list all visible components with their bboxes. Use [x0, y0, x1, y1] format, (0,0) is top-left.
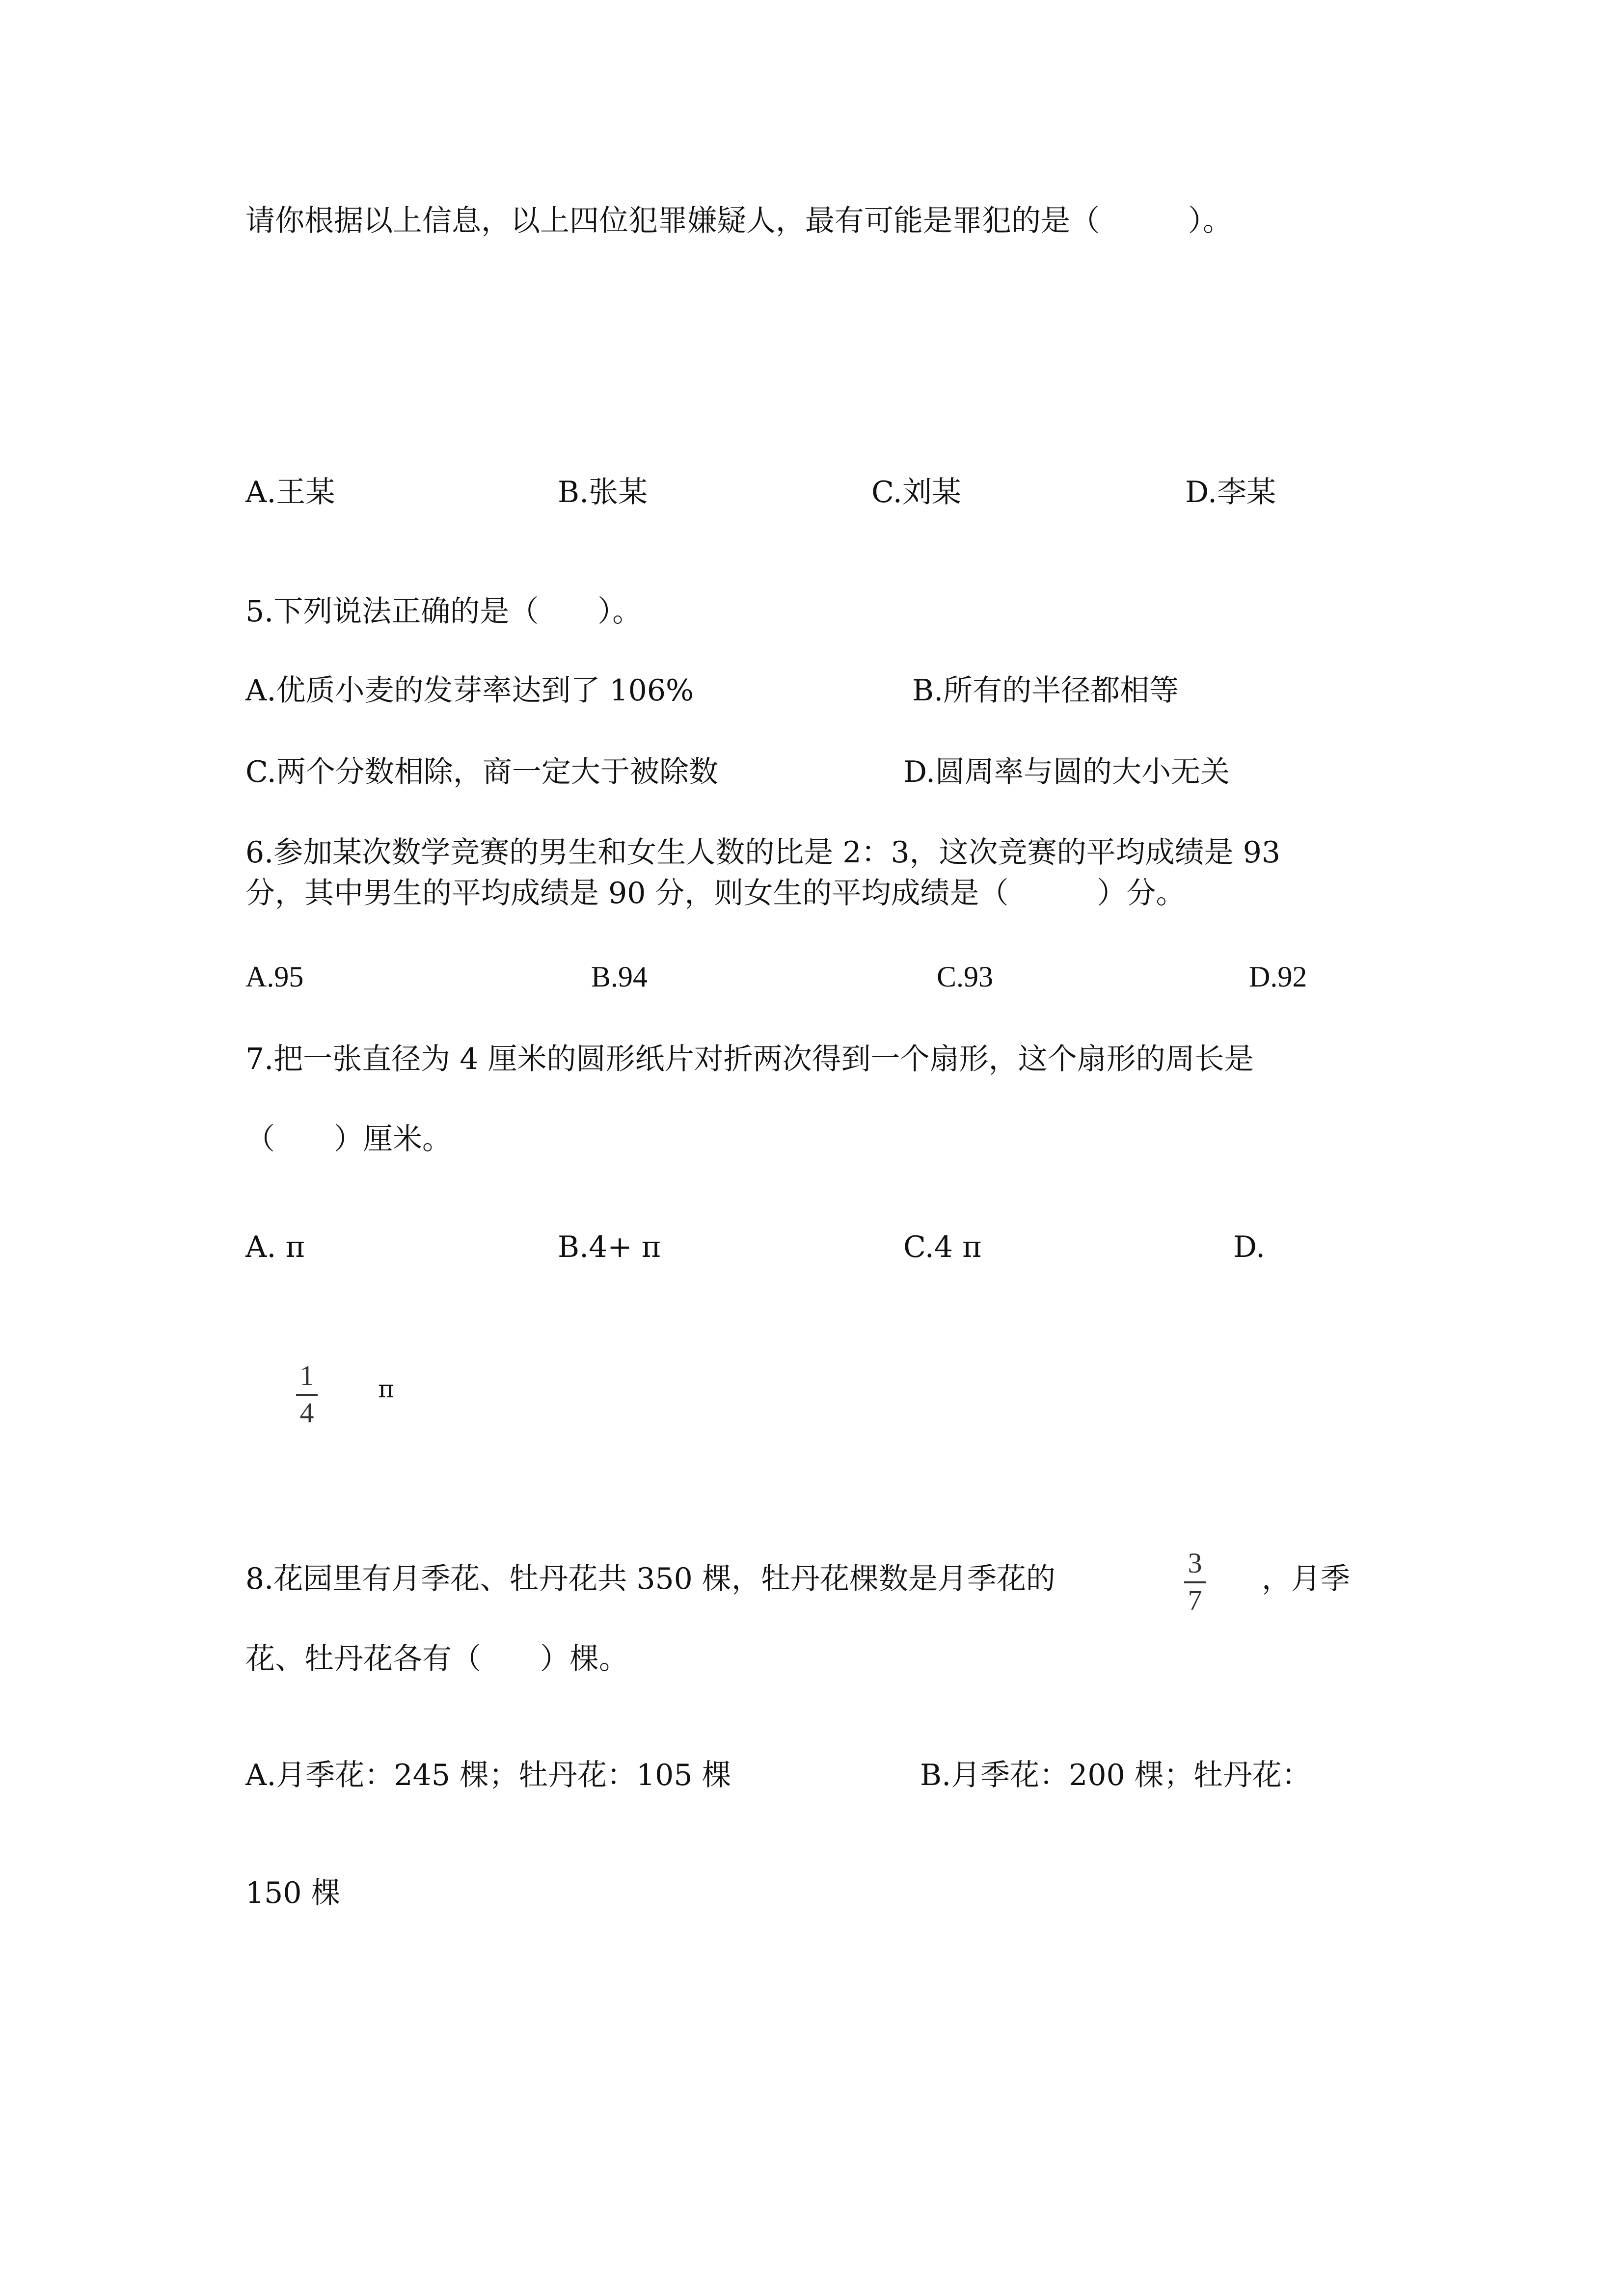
q8-fraction-numerator: 3	[1188, 1547, 1202, 1579]
q8-option-a[interactable]: A.月季花：245 棵；牡丹花：105 棵	[245, 1758, 731, 1792]
q5-option-a[interactable]: A.优质小麦的发芽率达到了 106%	[245, 673, 694, 708]
q6-option-a[interactable]: A.95	[245, 961, 304, 993]
q8-stem-line2: 花、牡丹花各有（ ）棵。	[245, 1642, 628, 1676]
q7-fraction-numerator: 1	[299, 1360, 314, 1391]
q5-stem: 5.下列说法正确的是（ ）。	[245, 594, 642, 629]
q8-option-b-continued[interactable]: 150 棵	[245, 1876, 341, 1910]
q5-option-c[interactable]: C.两个分数相除，商一定大于被除数	[245, 755, 718, 789]
q7-option-a[interactable]: A. π	[245, 1230, 305, 1264]
q6-option-d[interactable]: D.92	[1249, 961, 1307, 993]
q4-option-d[interactable]: D.李某	[1185, 475, 1276, 509]
q5-option-d[interactable]: D.圆周率与圆的大小无关	[903, 755, 1230, 789]
q4-option-a[interactable]: A.王某	[245, 475, 335, 509]
q7-option-d-fraction	[296, 1361, 318, 1428]
q4-option-b[interactable]: B.张某	[558, 475, 648, 509]
q7-stem-line1: 7.把一张直径为 4 厘米的圆形纸片对折两次得到一个扇形，这个扇形的周长是	[245, 1042, 1254, 1076]
q8-stem-line1-b: ，月季	[1262, 1562, 1350, 1596]
q4-option-c[interactable]: C.刘某	[871, 475, 961, 509]
q8-stem-line1-a: 8.花园里有月季花、牡丹花共 350 棵，牡丹花棵数是月季花的	[245, 1562, 1056, 1596]
q8-option-b[interactable]: B.月季花：200 棵；牡丹花：	[920, 1758, 1311, 1792]
q7-option-b[interactable]: B.4+ π	[558, 1230, 661, 1264]
q7-option-c[interactable]: C.4 π	[903, 1230, 982, 1264]
intro-question-text: 请你根据以上信息，以上四位犯罪嫌疑人，最有可能是罪犯的是（ ）。	[245, 204, 1232, 238]
q7-fraction-denominator: 4	[299, 1397, 314, 1429]
q8-fraction-denominator: 7	[1188, 1584, 1202, 1616]
q8-fraction-bar	[1184, 1581, 1206, 1583]
q5-option-b[interactable]: B.所有的半径都相等	[912, 673, 1179, 708]
q8-fraction	[1184, 1548, 1206, 1616]
q7-fraction-bar	[296, 1394, 318, 1396]
q6-stem-line2: 分，其中男生的平均成绩是 90 分，则女生的平均成绩是（ ）分。	[245, 876, 1186, 910]
q6-option-c[interactable]: C.93	[937, 961, 994, 993]
q6-stem-line1: 6.参加某次数学竞赛的男生和女生人数的比是 2：3，这次竞赛的平均成绩是 93	[245, 835, 1281, 870]
q7-option-d-pi: π	[378, 1375, 394, 1403]
q6-option-b[interactable]: B.94	[591, 961, 648, 993]
q7-stem-line2: （ ）厘米。	[245, 1122, 452, 1156]
q7-option-d[interactable]: D.	[1233, 1230, 1266, 1264]
